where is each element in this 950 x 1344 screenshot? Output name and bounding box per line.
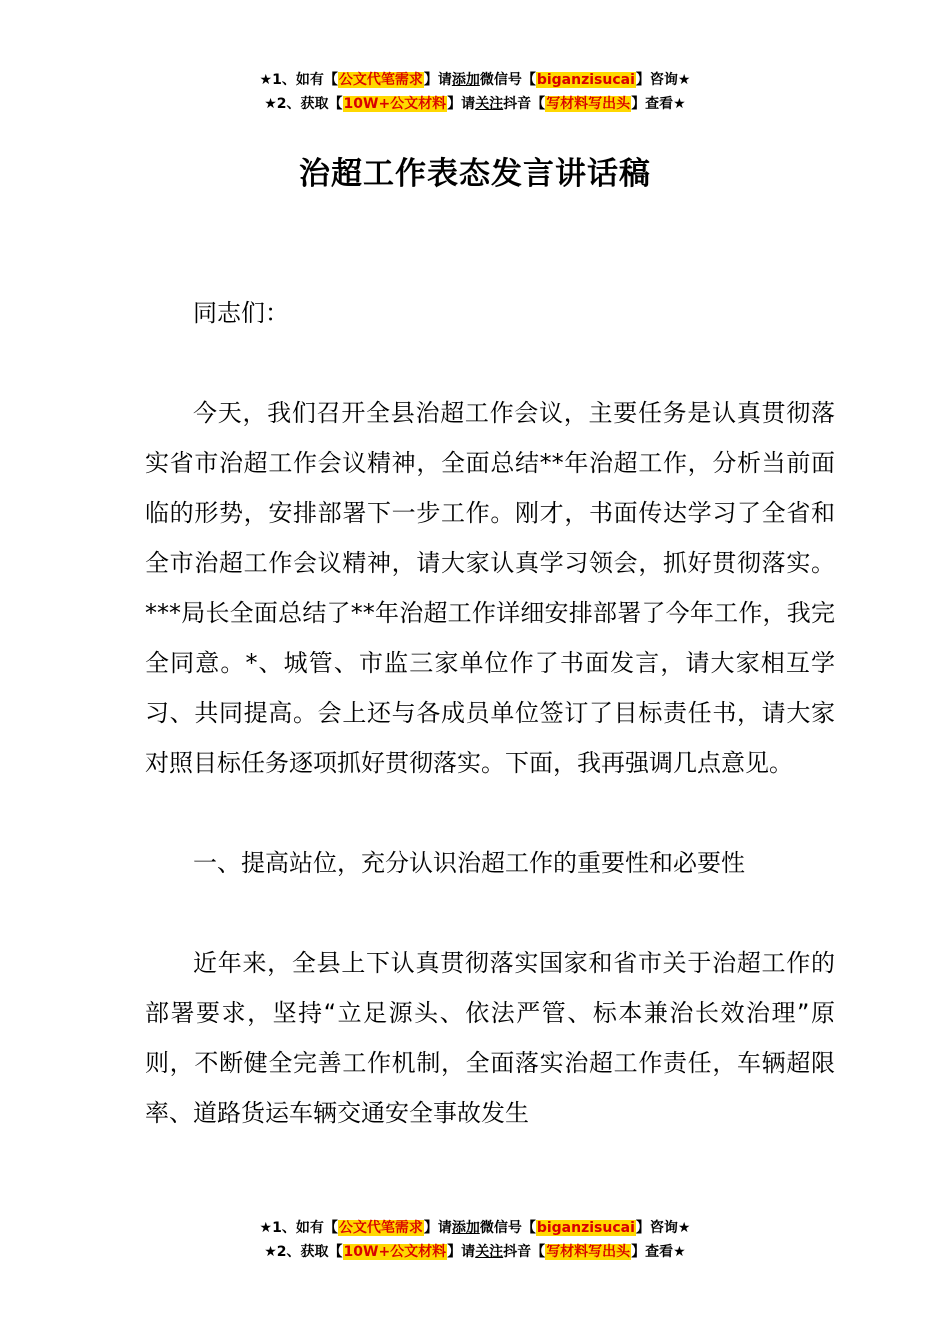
header-banner bbox=[0, 68, 950, 116]
highlight-materials: 10W+公文材料 bbox=[343, 96, 447, 112]
underlined-text: 关注 bbox=[475, 1244, 504, 1260]
banner-text: 】查看★ bbox=[631, 1244, 686, 1260]
underlined-text: 添加 bbox=[451, 72, 480, 88]
banner-text: 抖音【 bbox=[503, 96, 546, 112]
banner-line-2 bbox=[0, 92, 950, 116]
banner-text: 】请 bbox=[447, 1244, 476, 1260]
highlight-service: 公文代笔需求 bbox=[338, 72, 423, 88]
document-title: 治超工作表态发言讲话稿 bbox=[299, 156, 651, 192]
banner-line-1 bbox=[0, 1216, 950, 1240]
paragraph-body: 近年来，全县上下认真贯彻落实国家和省市关于治超工作的部署要求，坚持“立足源头、依法严管、标本兼治长效治理”原则，不断健全完善工作机制，全面落实治超工作责任，车辆超限率、道路货运车辆交通安全事故发生 bbox=[145, 949, 835, 1127]
banner-text: 】请 bbox=[423, 1220, 452, 1236]
banner-text: ★1、如有【 bbox=[259, 1220, 338, 1236]
underlined-text: 添加 bbox=[451, 1220, 480, 1236]
highlight-douyin: 写材料写出头 bbox=[546, 96, 631, 112]
highlight-douyin: 写材料写出头 bbox=[546, 1244, 631, 1260]
banner-text: 】咨询★ bbox=[635, 72, 691, 88]
paragraph-intro: 今天，我们召开全县治超工作会议，主要任务是认真贯彻落实省市治超工作会议精神，全面总结**年治超工作，分析当前面临的形势，安排部署下一步工作。刚才，书面传达学习了全省和全市治超工作会议精神，请大家认真学习领会，抓好贯彻落实。***局长全面总结了**年治超工作详细安排部署了今年工作，我完全同意。*、城管、市监三家单位作了书面发言，请大家相互学习、共同提高。会上还与各成员单位签订了目标责任书，请大家对照目标任务逐项抓好贯彻落实。下面，我再强调几点意见。 bbox=[145, 399, 835, 777]
document-body bbox=[145, 288, 835, 1138]
banner-text: 】咨询★ bbox=[635, 1220, 691, 1236]
banner-text: 微信号【 bbox=[479, 72, 536, 88]
highlight-wechat-id: biganzisucai bbox=[536, 1220, 635, 1236]
banner-text: 】请 bbox=[423, 72, 452, 88]
banner-text: 抖音【 bbox=[503, 1244, 546, 1260]
banner-text: 微信号【 bbox=[479, 1220, 536, 1236]
banner-line-2 bbox=[0, 1240, 950, 1264]
banner-line-1 bbox=[0, 68, 950, 92]
banner-text: ★1、如有【 bbox=[259, 72, 338, 88]
banner-text: ★2、获取【 bbox=[264, 1244, 343, 1260]
footer-banner bbox=[0, 1216, 950, 1264]
banner-text: 】查看★ bbox=[631, 96, 686, 112]
section-heading: 一、提高站位，充分认识治超工作的重要性和必要性 bbox=[193, 849, 745, 877]
highlight-materials: 10W+公文材料 bbox=[343, 1244, 447, 1260]
highlight-wechat-id: biganzisucai bbox=[536, 72, 635, 88]
underlined-text: 关注 bbox=[475, 96, 504, 112]
highlight-service: 公文代笔需求 bbox=[338, 1220, 423, 1236]
banner-text: ★2、获取【 bbox=[264, 96, 343, 112]
salutation: 同志们： bbox=[193, 299, 289, 327]
banner-text: 】请 bbox=[447, 96, 476, 112]
